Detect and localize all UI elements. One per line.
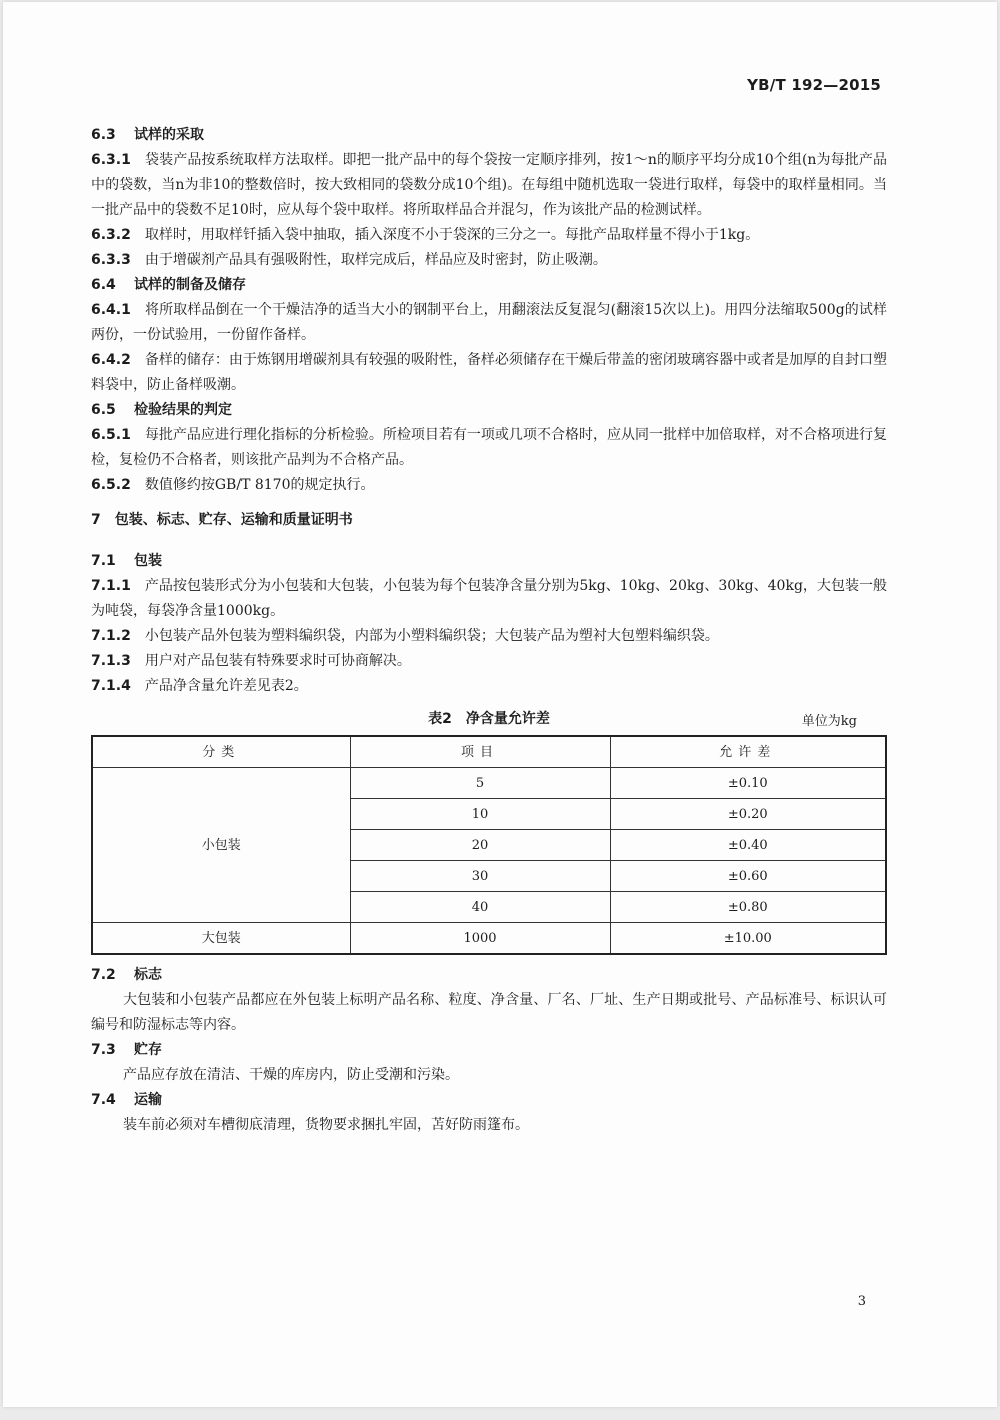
section-number: 6.5 — [91, 402, 116, 418]
clause-number: 7.1.1 — [91, 578, 131, 594]
section-title: 标志 — [134, 967, 162, 983]
chapter-heading-7 — [91, 508, 887, 533]
item-cell: 1000 — [350, 923, 610, 955]
category-cell: 大包装 — [92, 923, 350, 955]
clause-text: 产品净含量允许差见表2。 — [144, 678, 308, 694]
clause-text: 取样时，用取样钎插入袋中抽取，插入深度不小于袋深的三分之一。每批产品取样量不得小于1kg。 — [144, 227, 760, 243]
item-cell: 5 — [350, 768, 610, 799]
category-cell: 小包装 — [92, 768, 350, 923]
item-cell: 40 — [350, 892, 610, 923]
clause-text: 小包装产品外包装为塑料编织袋，内部为小塑料编织袋；大包装产品为塑衬大包塑料编织袋。 — [144, 628, 719, 644]
column-header-category: 分类 — [92, 736, 350, 768]
section-text-7-2: 大包装和小包装产品都应在外包装上标明产品名称、粒度、净含量、厂名、厂址、生产日期或批号、产品标准号、标识认可编号和防湿标志等内容。 — [91, 992, 887, 1033]
clause-number: 7.1.3 — [91, 653, 131, 669]
section-number: 7.3 — [91, 1042, 116, 1058]
tolerance-cell: ±10.00 — [610, 923, 886, 955]
clause-6-3-3 — [91, 248, 887, 273]
page-content — [91, 123, 887, 1138]
net-content-tolerance-table — [91, 735, 887, 955]
section-title: 贮存 — [134, 1042, 162, 1058]
section-heading-6-4 — [91, 273, 887, 298]
clause-text: 产品按包装形式分为小包装和大包装，小包装为每个包装净含量分别为5kg、10kg、20kg、30kg、40kg，大包装一般为吨袋，每袋净含量1000kg。 — [91, 578, 887, 619]
section-title: 试样的采取 — [134, 127, 204, 143]
clause-6-3-2 — [91, 223, 887, 248]
column-header-tolerance: 允许差 — [610, 736, 886, 768]
clause-7-1-1 — [91, 574, 887, 624]
table-caption — [91, 705, 887, 735]
clause-text: 每批产品应进行理化指标的分析检验。所检项目若有一项或几项不合格时，应从同一批样中加倍取样，对不合格项进行复检，复检仍不合格者，则该批产品判为不合格产品。 — [91, 427, 887, 468]
clause-text: 备样的储存：由于炼钢用增碳剂具有较强的吸附性，备样必须储存在干燥后带盖的密闭玻璃容器中或者是加厚的自封口塑料袋中，防止备样吸潮。 — [91, 352, 887, 393]
column-header-item: 项目 — [350, 736, 610, 768]
tolerance-cell: ±0.10 — [610, 768, 886, 799]
clause-text: 由于增碳剂产品具有强吸附性，取样完成后，样品应及时密封，防止吸潮。 — [144, 252, 607, 268]
clause-text: 用户对产品包装有特殊要求时可协商解决。 — [144, 653, 411, 669]
clause-7-1-3 — [91, 649, 887, 674]
section-number: 6.4 — [91, 277, 116, 293]
section-title: 检验结果的判定 — [134, 402, 232, 418]
item-cell: 20 — [350, 830, 610, 861]
section-heading-7-4 — [91, 1088, 887, 1113]
table-header-row — [92, 736, 886, 768]
document-page — [3, 2, 997, 1407]
table-title: 表2 净含量允许差 — [428, 711, 550, 727]
clause-number: 7.1.4 — [91, 678, 131, 694]
clause-number: 6.4.1 — [91, 302, 131, 318]
item-cell: 10 — [350, 799, 610, 830]
section-title: 包装、标志、贮存、运输和质量证明书 — [114, 512, 353, 528]
clause-number: 6.3.1 — [91, 152, 131, 168]
clause-number: 6.5.1 — [91, 427, 131, 443]
section-number: 7.2 — [91, 967, 116, 983]
section-number: 6.3 — [91, 127, 116, 143]
section-title: 包装 — [134, 553, 162, 569]
clause-7-1-2 — [91, 624, 887, 649]
section-heading-6-3 — [91, 123, 887, 148]
clause-text: 将所取样品倒在一个干燥洁净的适当大小的钢制平台上，用翻滚法反复混匀(翻滚15次以上)。用四分法缩取500g的试样两份，一份试验用，一份留作备样。 — [91, 302, 887, 343]
tolerance-cell: ±0.20 — [610, 799, 886, 830]
page-number: 3 — [857, 1294, 866, 1309]
clause-6-5-2 — [91, 473, 887, 498]
section-heading-7-3 — [91, 1038, 887, 1063]
table-row — [92, 768, 886, 799]
table-row — [92, 923, 886, 955]
clause-number: 6.3.3 — [91, 252, 131, 268]
section-heading-6-5 — [91, 398, 887, 423]
clause-text: 数值修约按GB/T 8170的规定执行。 — [144, 477, 375, 493]
section-number: 7 — [91, 512, 101, 528]
item-cell: 30 — [350, 861, 610, 892]
section-heading-7-2 — [91, 963, 887, 988]
section-title: 运输 — [134, 1092, 162, 1108]
clause-6-4-2 — [91, 348, 887, 398]
tolerance-cell: ±0.40 — [610, 830, 886, 861]
clause-6-4-1 — [91, 298, 887, 348]
section-number: 7.1 — [91, 553, 116, 569]
standard-code: YB/T 192—2015 — [747, 76, 881, 94]
clause-6-3-1 — [91, 148, 887, 223]
clause-number: 6.5.2 — [91, 477, 131, 493]
tolerance-cell: ±0.60 — [610, 861, 886, 892]
tolerance-cell: ±0.80 — [610, 892, 886, 923]
clause-6-5-1 — [91, 423, 887, 473]
clause-number: 7.1.2 — [91, 628, 131, 644]
table-unit: 单位为kg — [801, 714, 857, 729]
clause-number: 6.4.2 — [91, 352, 131, 368]
clause-number: 6.3.2 — [91, 227, 131, 243]
section-number: 7.4 — [91, 1092, 116, 1108]
section-text-7-3: 产品应存放在清洁、干燥的库房内，防止受潮和污染。 — [123, 1067, 459, 1083]
section-title: 试样的制备及储存 — [134, 277, 246, 293]
clause-text: 袋装产品按系统取样方法取样。即把一批产品中的每个袋按一定顺序排列，按1～n的顺序平均分成10个组(n为每批产品中的袋数，当n为非10的整数倍时，按大致相同的袋数分成10个组)。在每组中随机选取一袋进行取样，每袋中的取样量相同。当一批产品中的袋数不足10时，应从每个袋中取样。将所取样品合并混匀，作为该批产品的检测试样。 — [91, 152, 887, 218]
clause-7-1-4 — [91, 674, 887, 699]
section-text-7-4: 装车前必须对车槽彻底清理，货物要求捆扎牢固，苫好防雨篷布。 — [123, 1117, 529, 1133]
section-heading-7-1 — [91, 549, 887, 574]
